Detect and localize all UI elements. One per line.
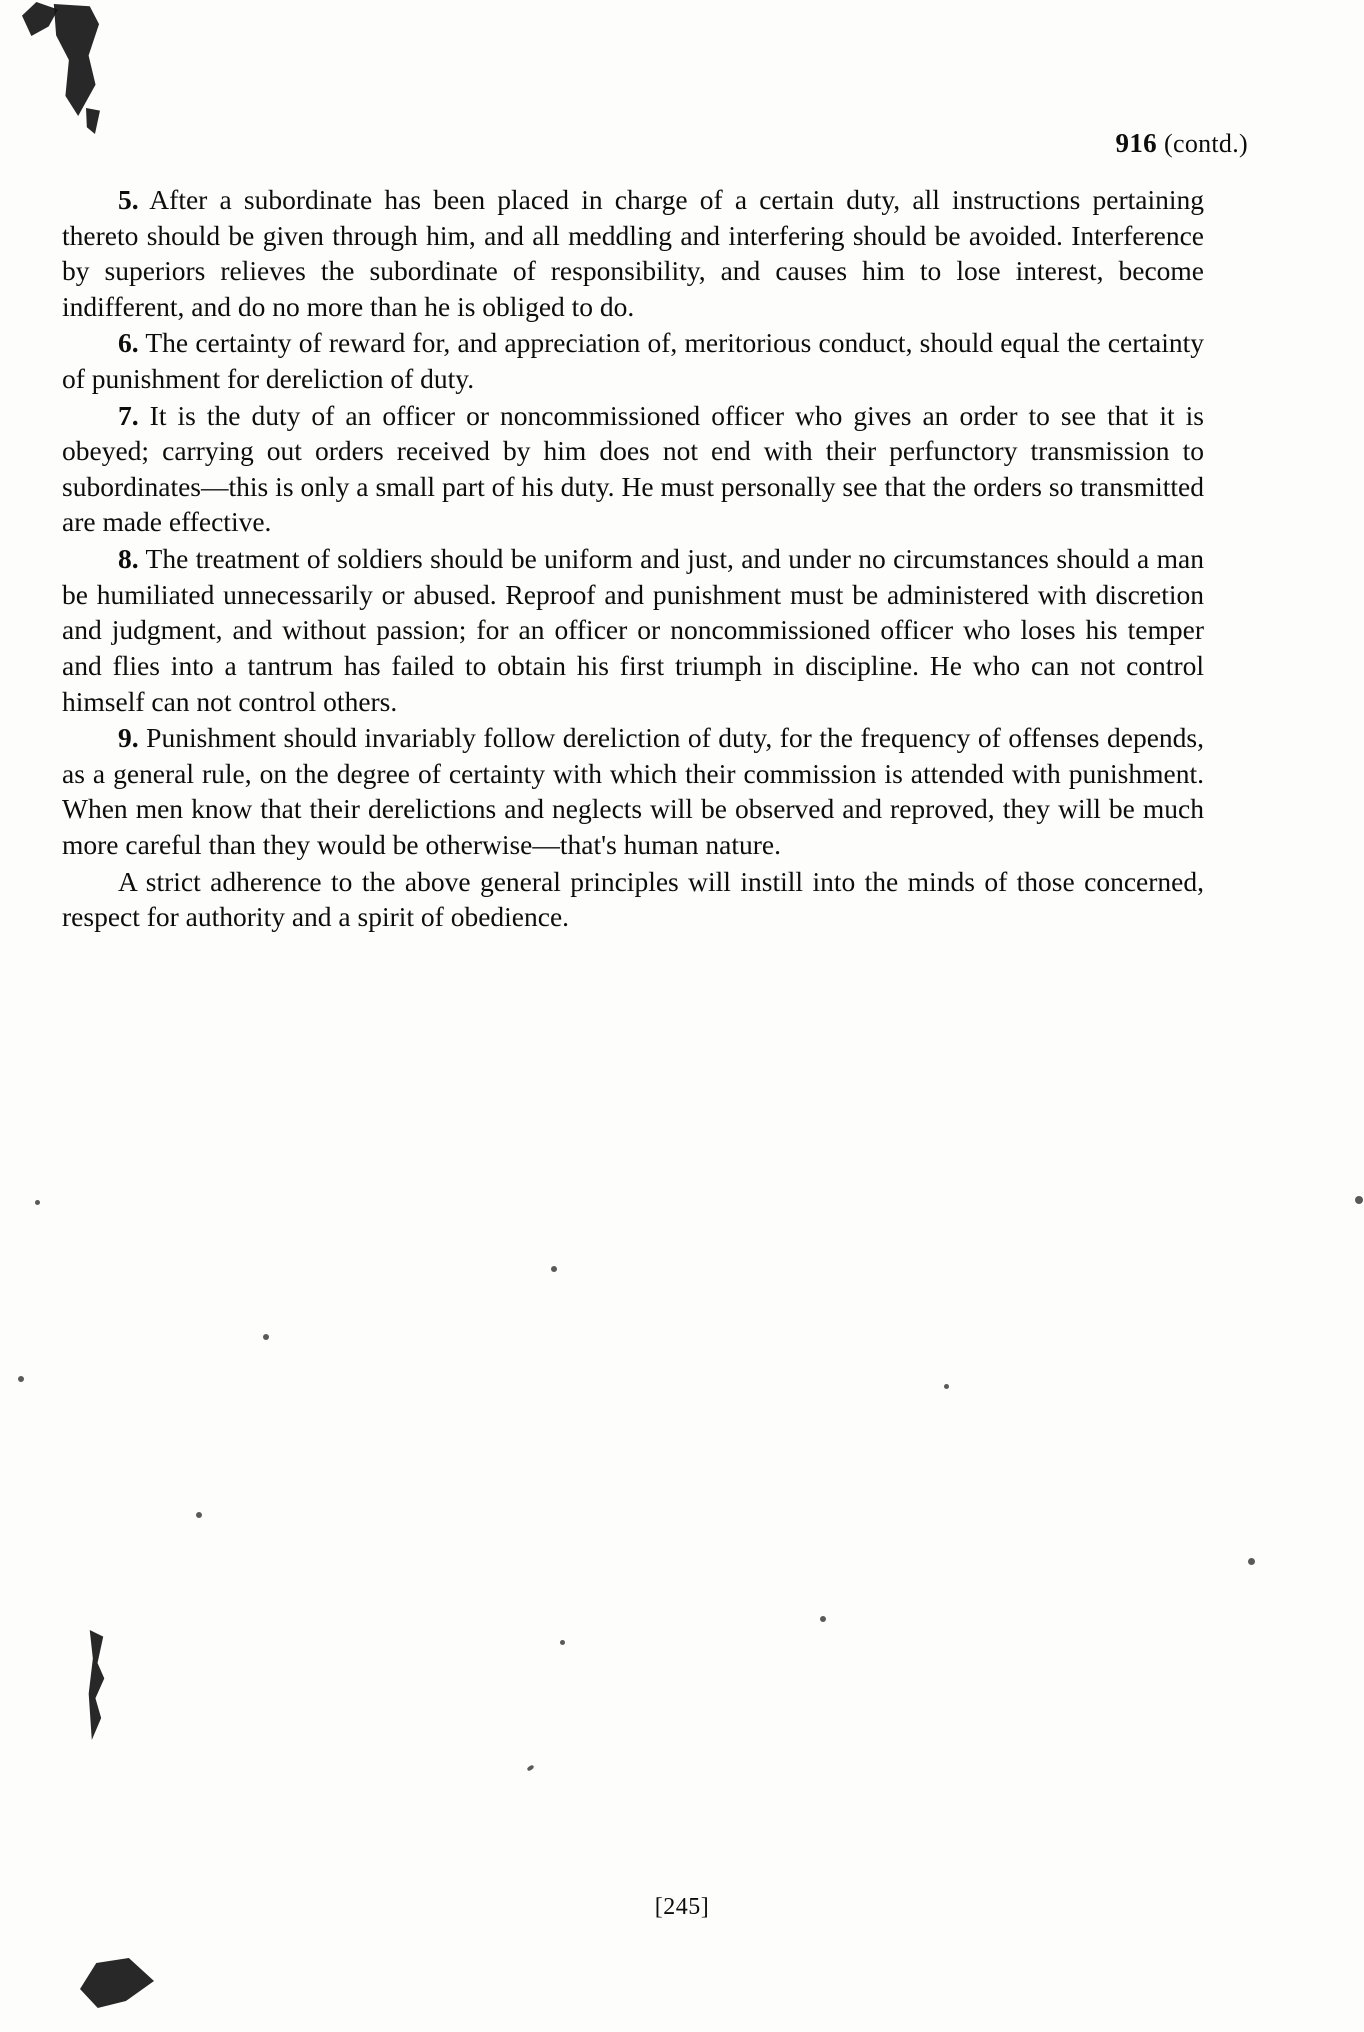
scan-artifact-icon bbox=[84, 1630, 110, 1740]
ink-speck-icon bbox=[944, 1384, 949, 1389]
ink-speck-icon bbox=[18, 1376, 24, 1382]
ink-speck-icon bbox=[526, 1764, 534, 1771]
paragraph-number: 6. bbox=[118, 327, 139, 359]
ink-speck-icon bbox=[263, 1334, 269, 1340]
ink-speck-icon bbox=[551, 1266, 557, 1272]
scan-artifact-icon bbox=[86, 108, 100, 134]
ink-speck-icon bbox=[1248, 1558, 1255, 1565]
paragraph-number: 5. bbox=[118, 184, 139, 215]
ink-speck-icon bbox=[560, 1640, 565, 1645]
folio-number: [245] bbox=[654, 1894, 710, 1920]
scan-artifact-icon bbox=[22, 2, 58, 36]
ink-speck-icon bbox=[1355, 1196, 1363, 1204]
paragraph-text: The treatment of soldiers should be uniform and just, and under no circumstances should a man be humiliated unnecessarily or abused. Reproof and punishment must be administered with discretion and judgment, and without passion; for an officer or noncommissioned officer who loses his temper and flies into a tantrum has failed to obtain his first triumph in discipline. He who can not control himself can not control others. bbox=[62, 543, 1204, 717]
paragraph bbox=[62, 325, 1204, 396]
paragraph-text: It is the duty of an officer or noncommissioned officer who gives an order to see that it is obeyed; carrying out orders received by him does not end with their perfunctory transmission to subordinates—this is only a small part of his duty. He must personally see that the orders so transmitted are made effective. bbox=[62, 399, 1204, 538]
paragraph bbox=[62, 398, 1204, 540]
paragraph bbox=[62, 864, 1204, 935]
body-text bbox=[62, 182, 1204, 935]
scan-artifact-icon bbox=[80, 1958, 154, 2008]
paragraph bbox=[62, 720, 1204, 862]
scan-artifact-icon bbox=[48, 4, 106, 116]
paragraph-number: 7. bbox=[118, 399, 139, 431]
paragraph-number: 8. bbox=[118, 543, 139, 575]
paragraph-text: A strict adherence to the above general principles will instill into the minds of those concerned, respect for authority and a spirit of obedience. bbox=[62, 865, 1204, 933]
paragraph-text: After a subordinate has been placed in charge of a certain duty, all instructions pertaining thereto should be given through him, and all meddling and interfering should be avoided. Interference by superiors relieves the subordinate of responsibility, and causes him to lose interest, become indifferent, and do no more than he is obliged to do. bbox=[62, 184, 1205, 322]
ink-speck-icon bbox=[35, 1200, 40, 1205]
page-header-note: (contd.) bbox=[1164, 129, 1248, 158]
ink-speck-icon bbox=[196, 1512, 202, 1518]
page-header-number: 916 bbox=[1115, 128, 1157, 158]
paragraph bbox=[62, 541, 1204, 719]
paragraph-text: The certainty of reward for, and appreciation of, meritorious conduct, should equal the certainty of punishment for dereliction of duty. bbox=[62, 327, 1204, 395]
ink-speck-icon bbox=[820, 1616, 826, 1622]
paragraph bbox=[62, 182, 1204, 324]
paragraph-number: 9. bbox=[118, 722, 139, 754]
paragraph-text: Punishment should invariably follow dereliction of duty, for the frequency of offenses depends, as a general rule, on the degree of certainty with which their commission is attended with punishment. When men know that their derelictions and neglects will be observed and reproved, they will be much more careful than they would be otherwise—that's human nature. bbox=[62, 722, 1205, 860]
page-header bbox=[1116, 128, 1248, 159]
